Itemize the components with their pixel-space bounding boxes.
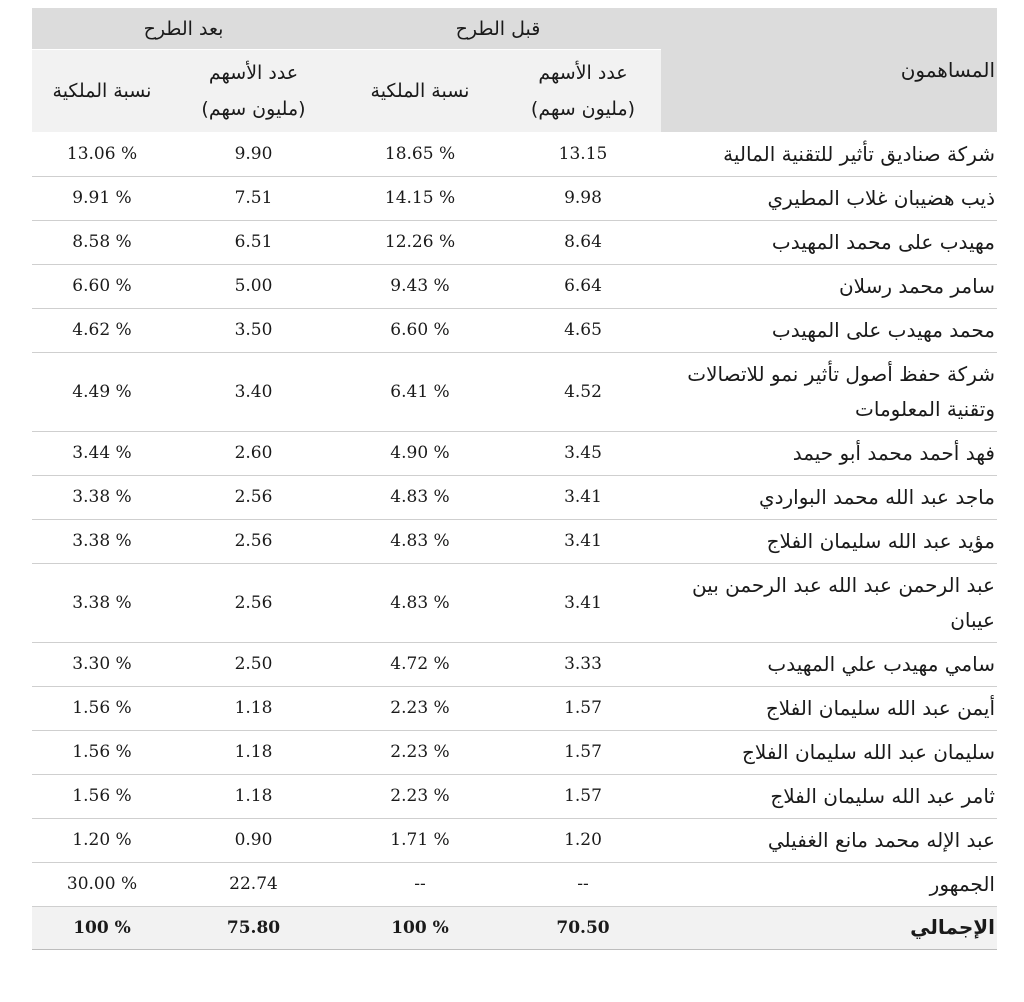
shareholders-table-container — [32, 8, 997, 950]
table-row — [32, 308, 997, 352]
after-ownership-cell: % 3.30 — [32, 642, 172, 686]
table-row — [32, 431, 997, 475]
before-ownership-cell: % 6.60 — [335, 308, 505, 352]
after-ownership-cell: % 4.49 — [32, 352, 172, 431]
after-ownership-cell: % 1.56 — [32, 730, 172, 774]
table-row — [32, 818, 997, 862]
after-ownership-cell: % 1.20 — [32, 818, 172, 862]
shareholder-name-cell: سامر محمد رسلان — [661, 264, 997, 308]
before-shares-cell: 3.45 — [505, 431, 661, 475]
after-shares-cell: 7.51 — [172, 176, 335, 220]
table-row — [32, 132, 997, 176]
after-shares-cell: 2.56 — [172, 563, 335, 642]
shareholder-name-cell: الجمهور — [661, 862, 997, 906]
after-ownership-cell: % 3.38 — [32, 563, 172, 642]
after-shares-cell: 1.18 — [172, 730, 335, 774]
after-ownership-cell: % 3.44 — [32, 431, 172, 475]
after-shares-cell: 2.60 — [172, 431, 335, 475]
before-shares-cell: 4.65 — [505, 308, 661, 352]
shareholder-name-cell: عبد الرحمن عبد الله عبد الرحمن بين عيبان — [661, 563, 997, 642]
before-shares-cell: 9.98 — [505, 176, 661, 220]
shareholder-name-cell: شركة صناديق تأثير للتقنية المالية — [661, 132, 997, 176]
after-ownership-cell: % 3.38 — [32, 475, 172, 519]
after-shares-cell: 5.00 — [172, 264, 335, 308]
after-shares-cell: 9.90 — [172, 132, 335, 176]
before-shares-cell: 1.57 — [505, 774, 661, 818]
before-ownership-cell: % 12.26 — [335, 220, 505, 264]
after-ownership-cell: % 4.62 — [32, 308, 172, 352]
shareholder-name-cell: عبد الإله محمد مانع الغفيلي — [661, 818, 997, 862]
after-shares-cell: 75.80 — [172, 906, 335, 949]
after-ownership-cell: % 6.60 — [32, 264, 172, 308]
shareholder-name-cell: فهد أحمد محمد أبو حيمد — [661, 431, 997, 475]
before-shares-cell: 8.64 — [505, 220, 661, 264]
before-ownership-cell: % 9.43 — [335, 264, 505, 308]
before-shares-cell: 13.15 — [505, 132, 661, 176]
header-after-shares: عدد الأسهم (مليون سهم) — [172, 50, 335, 133]
before-ownership-cell: % 2.23 — [335, 774, 505, 818]
before-shares-cell: 3.41 — [505, 563, 661, 642]
after-shares-cell: 3.40 — [172, 352, 335, 431]
before-ownership-cell: % 6.41 — [335, 352, 505, 431]
table-row — [32, 519, 997, 563]
before-shares-cell: 6.64 — [505, 264, 661, 308]
before-shares-cell: 3.41 — [505, 475, 661, 519]
header-shareholders: المساهمون — [661, 8, 997, 132]
before-ownership-cell: -- — [335, 862, 505, 906]
before-ownership-cell: % 4.83 — [335, 475, 505, 519]
before-ownership-cell: % 14.15 — [335, 176, 505, 220]
shareholder-name-cell: مؤيد عبد الله سليمان الفلاج — [661, 519, 997, 563]
before-ownership-cell: % 4.72 — [335, 642, 505, 686]
after-shares-cell: 2.56 — [172, 475, 335, 519]
table-row — [32, 220, 997, 264]
table-row — [32, 642, 997, 686]
header-before-shares: عدد الأسهم (مليون سهم) — [505, 50, 661, 133]
after-ownership-cell: % 9.91 — [32, 176, 172, 220]
before-ownership-cell: % 4.90 — [335, 431, 505, 475]
after-ownership-cell: % 3.38 — [32, 519, 172, 563]
before-shares-cell: 1.57 — [505, 730, 661, 774]
total-row — [32, 906, 997, 949]
after-shares-cell: 3.50 — [172, 308, 335, 352]
table-row — [32, 563, 997, 642]
after-shares-cell: 22.74 — [172, 862, 335, 906]
header-before-ownership: نسبة الملكية — [335, 50, 505, 133]
before-ownership-cell: % 100 — [335, 906, 505, 949]
shareholders-table — [32, 8, 997, 950]
shareholder-name-cell: ذيب هضيبان غلاب المطيري — [661, 176, 997, 220]
before-shares-cell: 1.20 — [505, 818, 661, 862]
after-ownership-cell: % 13.06 — [32, 132, 172, 176]
after-shares-cell: 0.90 — [172, 818, 335, 862]
table-body — [32, 132, 997, 949]
table-row — [32, 264, 997, 308]
table-row — [32, 730, 997, 774]
before-ownership-cell: % 4.83 — [335, 519, 505, 563]
after-shares-cell: 2.50 — [172, 642, 335, 686]
table-row — [32, 774, 997, 818]
table-row — [32, 475, 997, 519]
shareholder-name-cell: محمد مهيدب على المهيدب — [661, 308, 997, 352]
header-before-offering: قبل الطرح — [335, 8, 661, 50]
shareholder-name-cell: ماجد عبد الله محمد البواردي — [661, 475, 997, 519]
after-ownership-cell: % 8.58 — [32, 220, 172, 264]
after-shares-cell: 1.18 — [172, 774, 335, 818]
before-shares-cell: 3.41 — [505, 519, 661, 563]
shareholder-name-cell: سليمان عبد الله سليمان الفلاج — [661, 730, 997, 774]
after-shares-cell: 1.18 — [172, 686, 335, 730]
after-ownership-cell: % 30.00 — [32, 862, 172, 906]
before-shares-cell: 70.50 — [505, 906, 661, 949]
header-after-offering: بعد الطرح — [32, 8, 335, 50]
before-ownership-cell: % 4.83 — [335, 563, 505, 642]
before-shares-cell: 3.33 — [505, 642, 661, 686]
before-shares-cell: 4.52 — [505, 352, 661, 431]
table-row — [32, 176, 997, 220]
shareholder-name-cell: ثامر عبد الله سليمان الفلاج — [661, 774, 997, 818]
shareholder-name-cell: سامي مهيدب علي المهيدب — [661, 642, 997, 686]
before-ownership-cell: % 18.65 — [335, 132, 505, 176]
after-ownership-cell: % 1.56 — [32, 774, 172, 818]
before-shares-cell: -- — [505, 862, 661, 906]
header-after-ownership: نسبة الملكية — [32, 50, 172, 133]
table-row — [32, 686, 997, 730]
table-row — [32, 862, 997, 906]
before-ownership-cell: % 1.71 — [335, 818, 505, 862]
shareholder-name-cell: الإجمالي — [661, 906, 997, 949]
after-ownership-cell: % 1.56 — [32, 686, 172, 730]
after-shares-cell: 2.56 — [172, 519, 335, 563]
shareholder-name-cell: مهيدب على محمد المهيدب — [661, 220, 997, 264]
shareholder-name-cell: أيمن عبد الله سليمان الفلاج — [661, 686, 997, 730]
before-ownership-cell: % 2.23 — [335, 686, 505, 730]
after-shares-cell: 6.51 — [172, 220, 335, 264]
before-ownership-cell: % 2.23 — [335, 730, 505, 774]
before-shares-cell: 1.57 — [505, 686, 661, 730]
after-ownership-cell: % 100 — [32, 906, 172, 949]
shareholder-name-cell: شركة حفظ أصول تأثير نمو للاتصالات وتقنية المعلومات — [661, 352, 997, 431]
table-row — [32, 352, 997, 431]
